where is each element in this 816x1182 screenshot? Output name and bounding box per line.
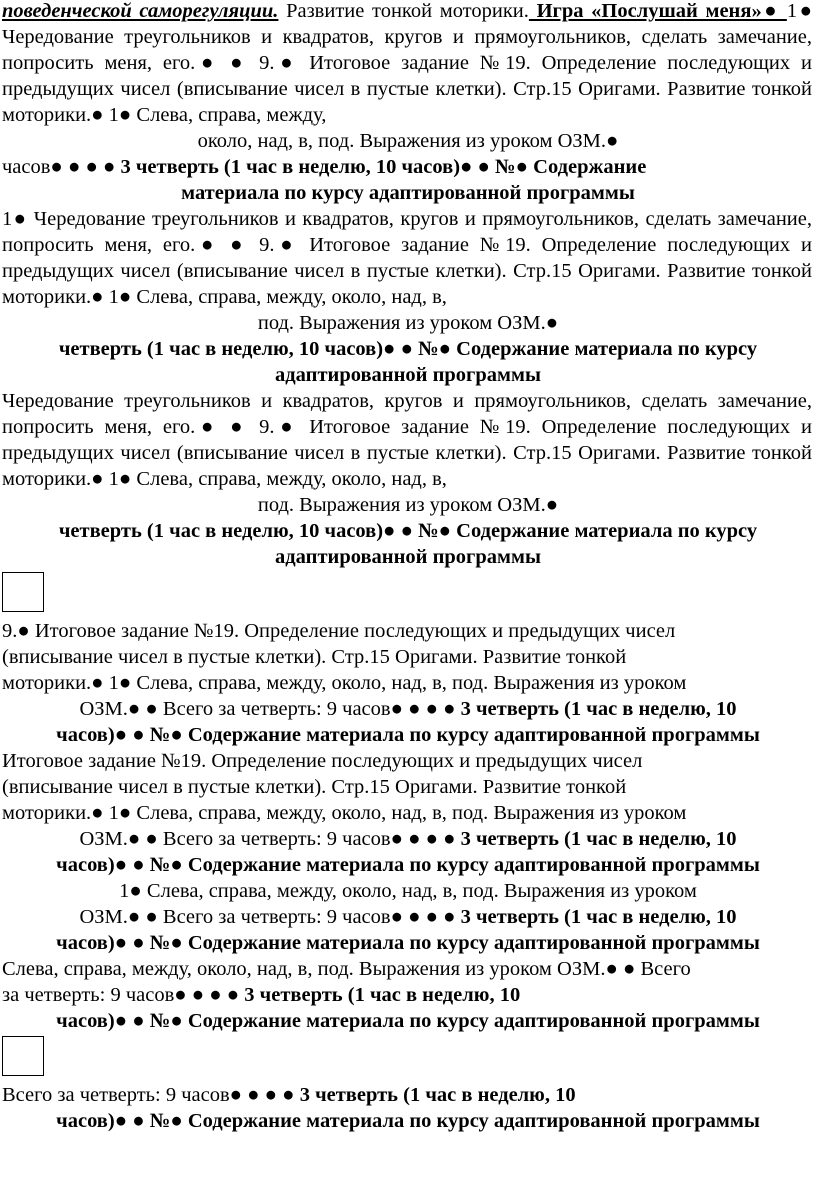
heading-line [0, 518, 816, 544]
quarter-heading: 3 четверть (1 час в неделю, 10 [244, 984, 521, 1006]
program-heading: часов)● ● №● Содержание материала по курсу адаптированной программы [56, 724, 760, 746]
text-line: Слева, справа, между, около, над, в, под. Выражения из уроком ОЗМ.● ● Всего [2, 958, 691, 980]
quarter-heading: 3 четверть (1 час в неделю, 10 [460, 828, 737, 850]
quarter-heading: 3 четверть (1 час в неделю, 10 [460, 698, 737, 720]
centered-line: под. Выражения из уроком ОЗМ.● [257, 494, 559, 516]
paragraph-3: Чередование треугольников и квадратов, кругов и прямоугольников, сделать замечание, попросить меня, его.● ● 9.● Итоговое задание №19. Определение последующих и предыдущих чисел (вписывание чисел в пустые клетки). Стр.15 Оригами. Развитие тонкой моторики.● 1● Слева, справа, между, около, над, в, [2, 390, 812, 490]
text-line: моторики.● 1● Слева, справа, между, около, над, в, под. Выражения из уроком [2, 672, 687, 694]
heading-line [0, 696, 816, 722]
heading-line [0, 930, 816, 956]
heading-line [0, 1082, 816, 1108]
text-line: (вписывание чисел в пустые клетки). Стр.15 Оригами. Развитие тонкой [2, 776, 627, 798]
heading-line [0, 362, 816, 388]
text-line: 1● Слева, справа, между, около, над, в, под. Выражения из уроком [119, 880, 697, 902]
text: ОЗМ.● ● Всего за четверть: 9 часов● ● ● ● [79, 828, 461, 850]
heading-line [0, 722, 816, 748]
quarter-heading: 3 четверть (1 час в неделю, 10 часов)● ● №● Содержание [120, 156, 647, 178]
quarter-heading: 3 четверть (1 час в неделю, 10 [299, 1084, 576, 1106]
paragraph-2: 1● Чередование треугольников и квадратов, кругов и прямоугольников, сделать замечание, попросить меня, его.● ● 9.● Итоговое задание №19. Определение последующих и предыдущих чисел (вписывание чисел в пустые клетки). Стр.15 Оригами. Развитие тонкой моторики.● 1● Слева, справа, между, около, над, в, [2, 208, 812, 308]
heading-line [0, 1008, 816, 1034]
program-heading: часов)● ● №● Содержание материала по курсу адаптированной программы [56, 1110, 760, 1132]
heading-line [0, 852, 816, 878]
text: Развитие тонкой моторики. [278, 0, 529, 22]
text: часов● ● ● ● [2, 156, 121, 178]
checkbox[interactable] [2, 572, 44, 612]
heading-line [0, 336, 816, 362]
text: ОЗМ.● ● Всего за четверть: 9 часов● ● ● ● [79, 906, 461, 928]
program-heading: часов)● ● №● Содержание материала по курсу адаптированной программы [56, 1010, 760, 1032]
text: 1● Чередование треугольников и квадратов, кругов и прямоугольников, сделать замечание, попросить меня, его.● ● 9.● Итоговое задание №19. Определение последующих и предыдущих чисел (вписывание чисел в пустые клетки). Стр.15 Оригами. Развитие тонкой моторики.● 1● Слева, справа, между, [2, 0, 813, 126]
text-line: 9.● Итоговое задание №19. Определение последующих и предыдущих чисел [2, 620, 676, 642]
program-heading: адаптированной программы [275, 364, 541, 386]
text-line: моторики.● 1● Слева, справа, между, около, над, в, под. Выражения из уроком [2, 802, 687, 824]
heading-line [0, 544, 816, 570]
heading-line [0, 154, 816, 180]
heading-line [0, 180, 816, 206]
paragraph-1 [0, 0, 816, 128]
text: Всего за четверть: 9 часов● ● ● ● [2, 1084, 300, 1106]
checkbox[interactable] [2, 1036, 44, 1076]
program-heading: часов)● ● №● Содержание материала по курсу адаптированной программы [56, 932, 760, 954]
heading-line [0, 982, 816, 1008]
centered-line: под. Выражения из уроком ОЗМ.● [257, 312, 559, 334]
program-heading: материала по курсу адаптированной программы [181, 182, 635, 204]
text: за четверть: 9 часов● ● ● ● [2, 984, 245, 1006]
text-line: (вписывание чисел в пустые клетки). Стр.15 Оригами. Развитие тонкой [2, 646, 627, 668]
heading-line [0, 904, 816, 930]
text: ОЗМ.● ● Всего за четверть: 9 часов● ● ● ● [79, 698, 461, 720]
section-title: поведенческой саморегуляции. [2, 0, 279, 22]
heading-line [0, 826, 816, 852]
quarter-heading: четверть (1 час в неделю, 10 часов)● ● №● Содержание материала по курсу [58, 520, 758, 542]
centered-line: около, над, в, под. Выражения из уроком ОЗМ.● [197, 130, 619, 152]
quarter-heading: четверть (1 час в неделю, 10 часов)● ● №● Содержание материала по курсу [58, 338, 758, 360]
quarter-heading: 3 четверть (1 час в неделю, 10 [460, 906, 737, 928]
program-heading: адаптированной программы [275, 546, 541, 568]
program-heading: часов)● ● №● Содержание материала по курсу адаптированной программы [56, 854, 760, 876]
text-line: Итоговое задание №19. Определение последующих и предыдущих чисел [2, 750, 643, 772]
game-title: Игра «Послушай меня»● [528, 0, 787, 22]
heading-line [0, 1108, 816, 1134]
